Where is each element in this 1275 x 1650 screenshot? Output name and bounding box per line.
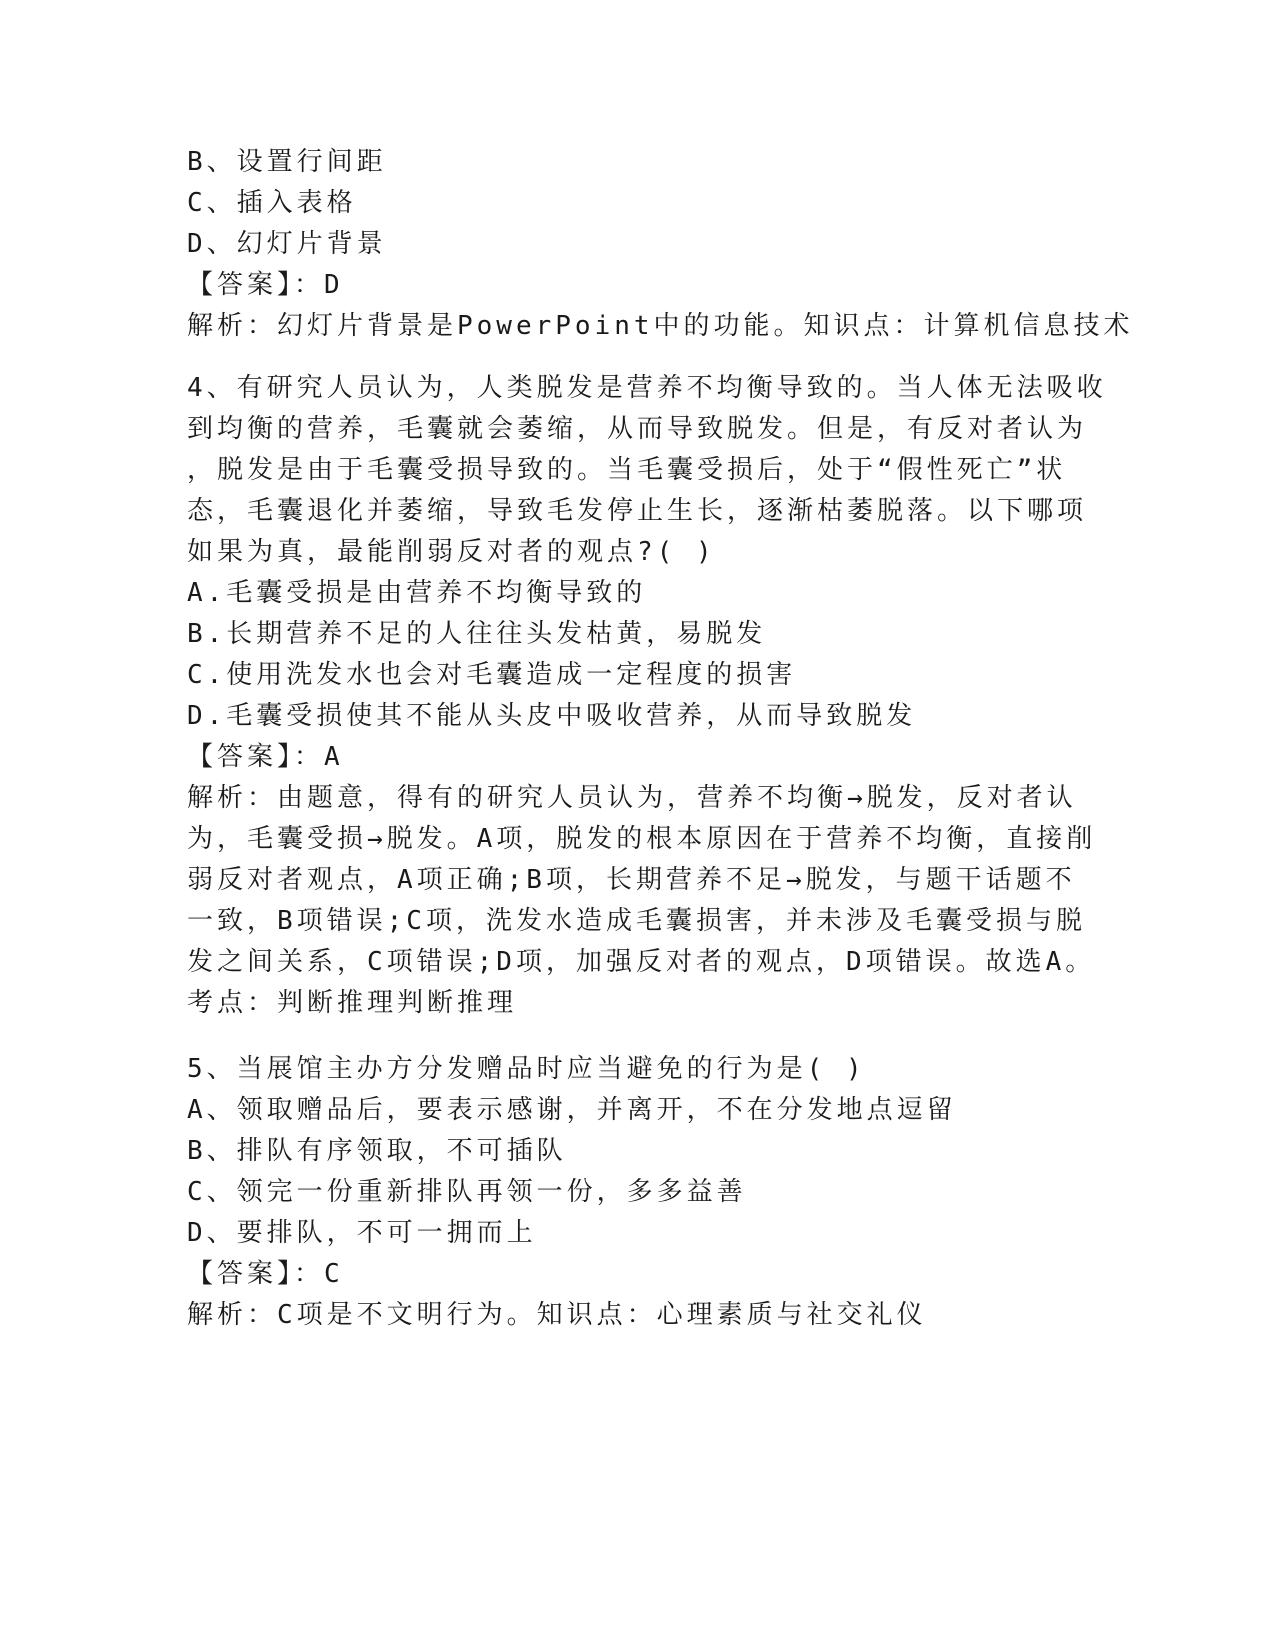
q4-stem-line: 到均衡的营养，毛囊就会萎缩，从而导致脱发。但是，有反对者认为 bbox=[187, 414, 1088, 444]
q4-knowledge-point: 考点：判断推理判断推理 bbox=[187, 988, 518, 1018]
q4-option-b: B.长期营养不足的人往往头发枯黄，易脱发 bbox=[187, 619, 767, 649]
q3-option-d: D、幻灯片背景 bbox=[187, 229, 387, 259]
q4-option-a: A.毛囊受损是由营养不均衡导致的 bbox=[187, 578, 647, 608]
q5-option-b: B、排队有序领取，不可插队 bbox=[187, 1136, 567, 1166]
q4-explanation-line: 弱反对者观点，A项正确;B项，长期营养不足→脱发，与题干话题不 bbox=[187, 865, 1076, 895]
q3-explanation: 解析：幻灯片背景是PowerPoint中的功能。知识点：计算机信息技术 bbox=[187, 311, 1134, 341]
q4-explanation-line: 一致，B项错误;C项，洗发水造成毛囊损害，并未涉及毛囊受损与脱 bbox=[187, 906, 1086, 936]
q3-option-b: B、设置行间距 bbox=[187, 147, 387, 177]
q4-stem-line: ，脱发是由于毛囊受损导致的。当毛囊受损后，处于“假性死亡”状 bbox=[187, 455, 1067, 485]
q3-option-c: C、插入表格 bbox=[187, 188, 357, 218]
q4-explanation-line: 解析：由题意，得有的研究人员认为，营养不均衡→脱发，反对者认 bbox=[187, 783, 1077, 813]
q4-answer: 【答案】：A bbox=[187, 742, 344, 772]
q4-stem-line: 4、有研究人员认为，人类脱发是营养不均衡导致的。当人体无法吸收 bbox=[187, 373, 1107, 403]
q4-explanation-line: 发之间关系，C项错误;D项，加强反对者的观点，D项错误。故选A。 bbox=[187, 947, 1096, 977]
q4-option-c: C.使用洗发水也会对毛囊造成一定程度的损害 bbox=[187, 660, 797, 690]
q4-option-d: D.毛囊受损使其不能从头皮中吸收营养，从而导致脱发 bbox=[187, 701, 917, 731]
q5-option-a: A、领取赠品后，要表示感谢，并离开，不在分发地点逗留 bbox=[187, 1095, 957, 1125]
q5-answer: 【答案】：C bbox=[187, 1259, 344, 1289]
q5-explanation: 解析：C项是不文明行为。知识点：心理素质与社交礼仪 bbox=[187, 1300, 927, 1330]
q5-option-d: D、要排队，不可一拥而上 bbox=[187, 1218, 537, 1248]
q4-stem-line: 态，毛囊退化并萎缩，导致毛发停止生长，逐渐枯萎脱落。以下哪项 bbox=[187, 496, 1088, 526]
q3-answer: 【答案】：D bbox=[187, 270, 344, 300]
q5-option-c: C、领完一份重新排队再领一份，多多益善 bbox=[187, 1177, 747, 1207]
q4-explanation-line: 为，毛囊受损→脱发。A项，脱发的根本原因在于营养不均衡，直接削 bbox=[187, 824, 1097, 854]
q5-stem: 5、当展馆主办方分发赠品时应当避免的行为是( ) bbox=[187, 1054, 866, 1084]
q4-stem-line: 如果为真，最能削弱反对者的观点?( ) bbox=[187, 537, 716, 567]
